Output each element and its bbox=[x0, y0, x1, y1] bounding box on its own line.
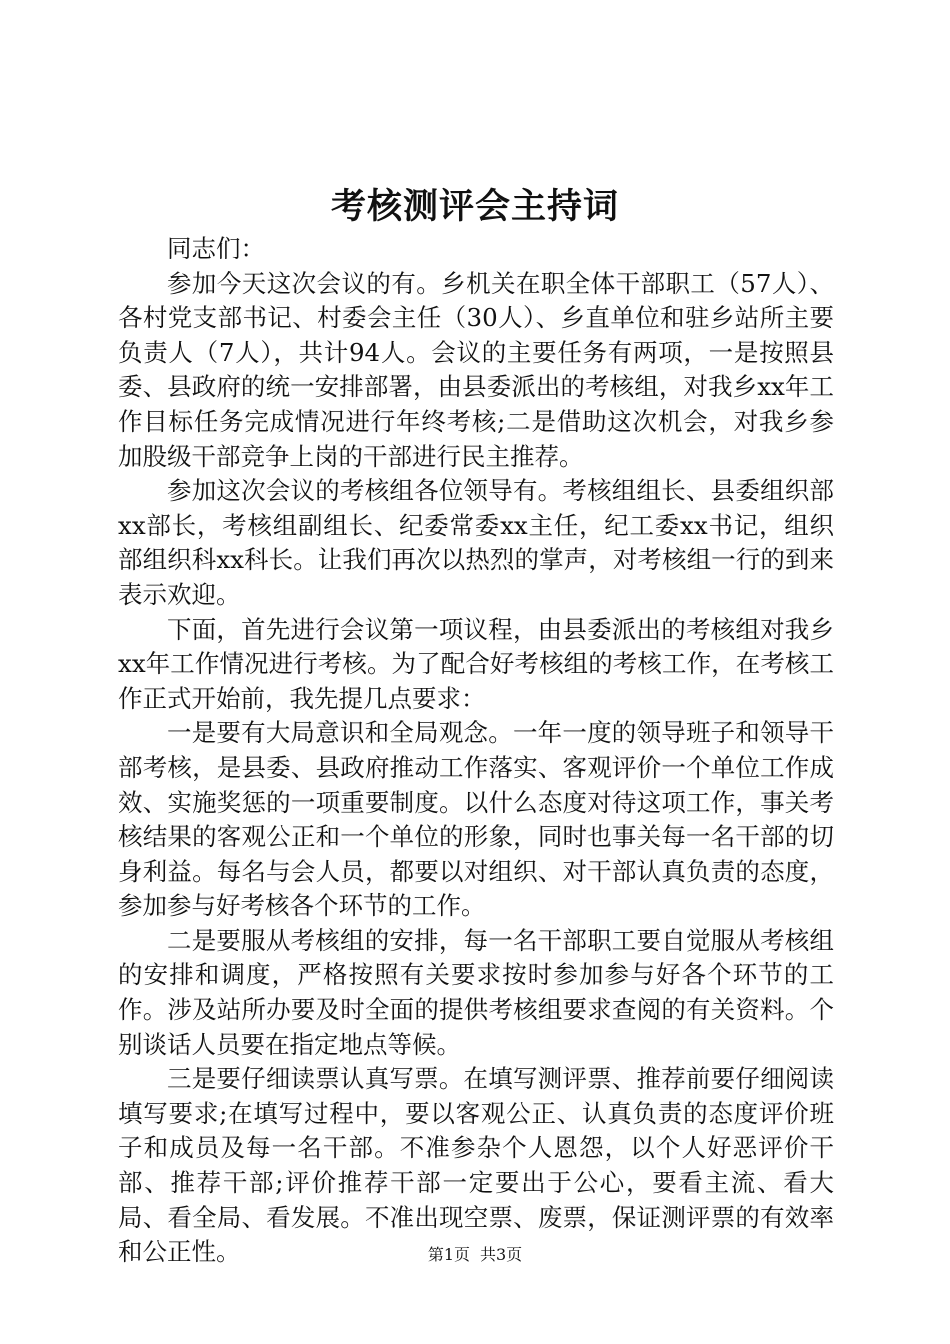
paragraph-salutation: 同志们： bbox=[167, 234, 265, 263]
paragraph-requirement-2: 二是要服从考核组的安排，每一名干部职工要自觉服从考核组的安排和调度，严格按照有关要求按时参加参与好各个环节的工作。涉及站所办要及时全面的提供考核组要求查阅的有关资料。个别谈话人员要在指定地点等候。 bbox=[118, 925, 834, 1059]
document-title: 考核测评会主持词 bbox=[330, 186, 619, 227]
paragraph-attendees: 参加今天这次会议的有。乡机关在职全体干部职工（57人）、各村党支部书记、村委会主任（30人）、乡直单位和驻乡站所主要负责人（7人），共计94人。会议的主要任务有两项，一是按照县委、县政府的统一安排部署，由县委派出的考核组，对我乡xx年工作目标任务完成情况进行年终考核;二是借助这次机会，对我乡参加股级干部竞争上岗的干部进行民主推荐。 bbox=[118, 268, 834, 471]
paragraph-requirement-1: 一是要有大局意识和全局观念。一年一度的领导班子和领导干部考核，是县委、县政府推动工作落实、客观评价一个单位工作成效、实施奖惩的一项重要制度。以什么态度对待这项工作，事关考核结果的客观公正和一个单位的形象，同时也事关每一名干部的切身利益。每名与会人员，都要以对组织、对干部认真负责的态度，参加参与好考核各个环节的工作。 bbox=[118, 718, 834, 921]
page-total: 共3页 bbox=[480, 1245, 523, 1264]
paragraph-leaders: 参加这次会议的考核组各位领导有。考核组组长、县委组织部xx部长，考核组副组长、纪委常委xx主任，纪工委xx书记，组织部组织科xx科长。让我们再次以热烈的掌声，对考核组一行的到来表示欢迎。 bbox=[118, 476, 834, 609]
page-number: 第1页 bbox=[427, 1245, 470, 1264]
document-body bbox=[118, 232, 834, 1270]
paragraph-requirement-3: 三是要仔细读票认真写票。在填写测评票、推荐前要仔细阅读填写要求;在填写过程中，要以客观公正、认真负责的态度评价班子和成员及每一名干部。不准参杂个人恩怨，以个人好恶评价干部、推荐干部;评价推荐干部一定要出于公心，要看主流、看大局、看全局、看发展。不准出现空票、废票，保证测评票的有效率和公正性。 bbox=[118, 1064, 834, 1267]
paragraph-agenda: 下面，首先进行会议第一项议程，由县委派出的考核组对我乡xx年工作情况进行考核。为了配合好考核组的考核工作，在考核工作正式开始前，我先提几点要求： bbox=[118, 614, 834, 713]
page-footer bbox=[0, 1244, 950, 1266]
